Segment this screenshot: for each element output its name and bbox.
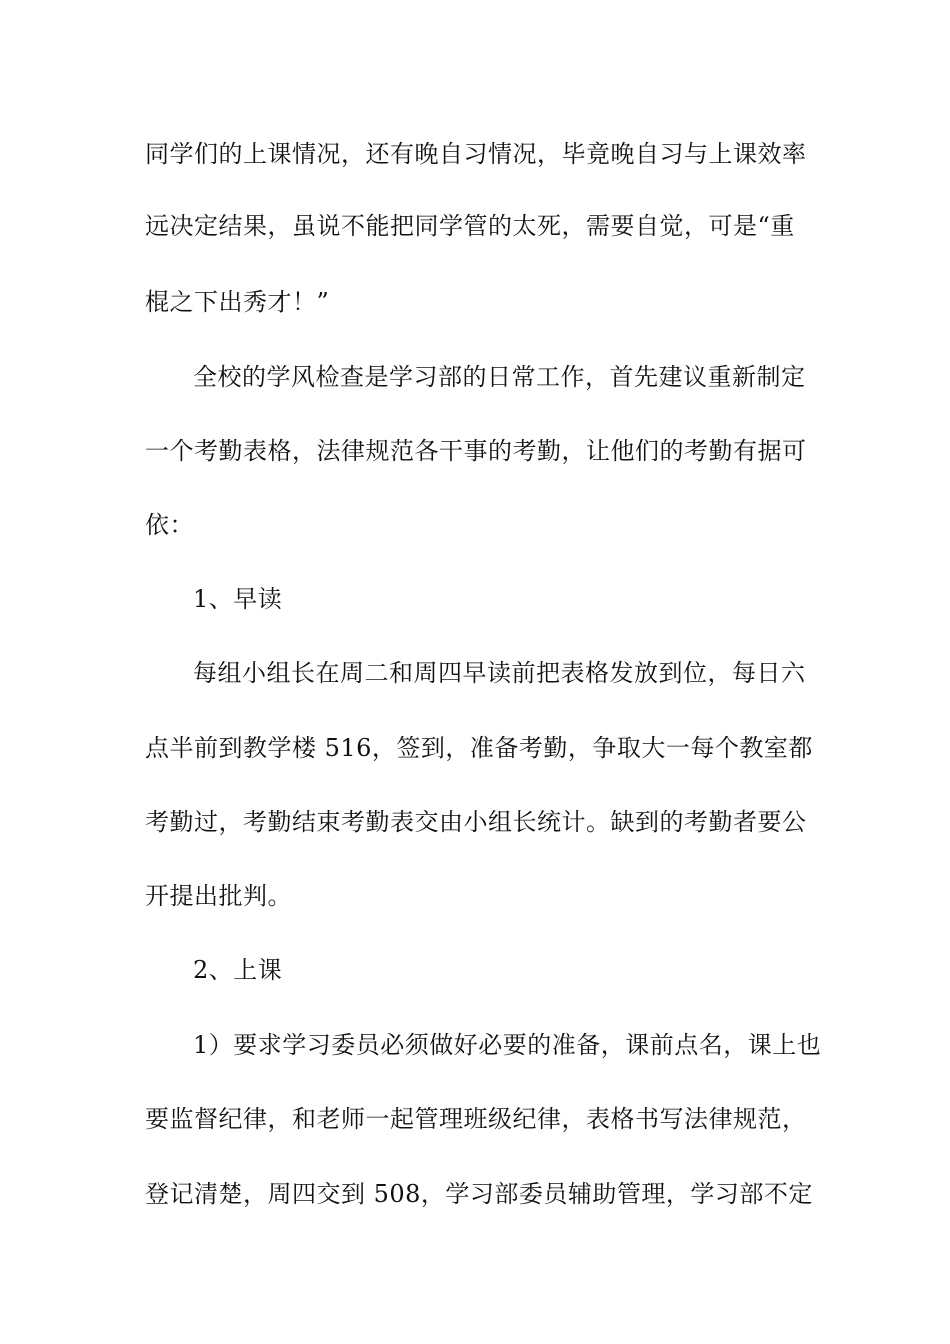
text-line: 登记清楚，周四交到 508，学习部委员辅助管理，学习部不定 <box>145 1180 813 1208</box>
section-heading: 2、上课 <box>193 956 283 984</box>
text-line: 点半前到教学楼 516，签到，准备考勤，争取大一每个教室都 <box>145 734 813 762</box>
text-line: 远决定结果，虽说不能把同学管的太死，需要自觉，可是“重 <box>145 212 795 240</box>
text-line: 考勤过，考勤结束考勤表交由小组长统计。缺到的考勤者要公 <box>145 808 807 836</box>
paragraph-start-line: 每组小组长在周二和周四早读前把表格发放到位，每日六 <box>193 659 806 687</box>
text-line: 依： <box>145 511 194 539</box>
text-line: 一个考勤表格，法律规范各干事的考勤，让他们的考勤有据可 <box>145 437 807 465</box>
section-heading: 1、早读 <box>193 585 283 613</box>
text-line: 要监督纪律，和老师一起管理班级纪律，表格书写法律规范， <box>145 1105 807 1133</box>
paragraph-start-line: 全校的学风检查是学习部的日常工作，首先建议重新制定 <box>193 363 806 391</box>
text-line: 棍之下出秀才！” <box>145 288 330 316</box>
text-line: 同学们的上课情况，还有晚自习情况，毕竟晚自习与上课效率 <box>145 140 807 168</box>
text-line: 开提出批判。 <box>145 882 292 910</box>
paragraph-start-line: 1）要求学习委员必须做好必要的准备，课前点名，课上也 <box>193 1031 822 1059</box>
